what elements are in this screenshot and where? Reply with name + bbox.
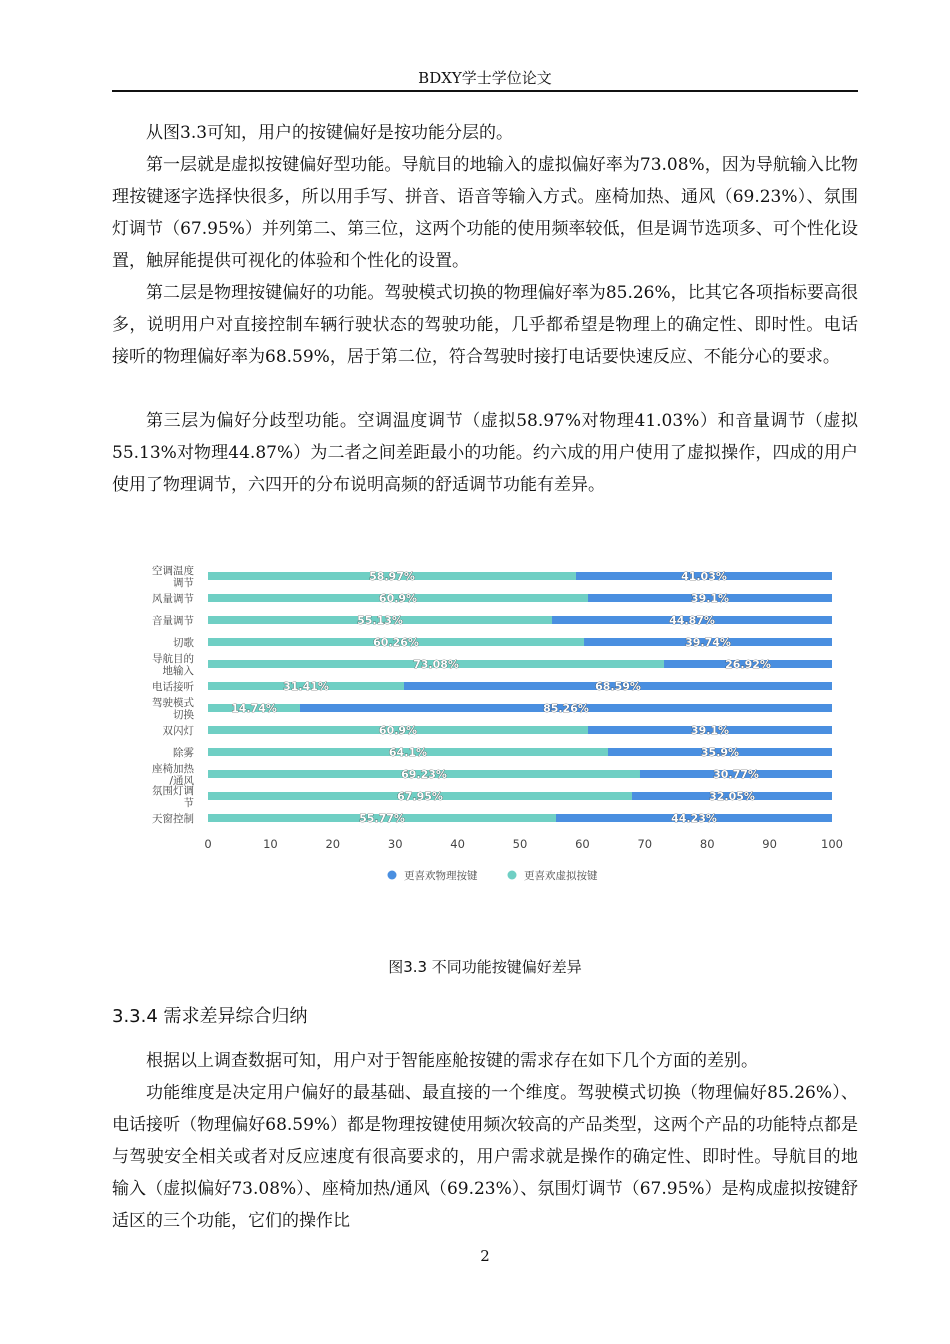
paragraph-4: 第三层为偏好分歧型功能。空调温度调节（虚拟58.97%对物理41.03%）和音量调节（虚拟55.13%对物理44.87%）为二者之间差距最小的功能。约六成的用户使用了虚拟操作，四成的用户使用了物理调节，六四开的分布说明高频的舒适调节功能有差异。	[112, 411, 858, 495]
x-tick-label: 100	[821, 837, 843, 851]
x-tick-label: 20	[325, 837, 341, 851]
category-label: 除雾	[173, 747, 194, 759]
data-label-virtual: 55.77%	[359, 812, 405, 825]
running-header: BDXY学士学位论文	[112, 66, 858, 92]
category-label: 氛围灯调	[152, 785, 194, 797]
data-label-physical: 26.92%	[725, 658, 771, 671]
data-label-physical: 41.03%	[681, 570, 727, 583]
legend-label: 更喜欢物理按键	[404, 870, 478, 882]
category-label: 调节	[173, 577, 194, 589]
data-label-virtual: 60.9%	[378, 592, 418, 605]
category-label: /通风	[169, 775, 194, 787]
x-tick-label: 50	[512, 837, 528, 851]
stacked-bar-chart	[112, 545, 858, 895]
category-label: 天窗控制	[152, 813, 194, 825]
paragraph-1: 从图3.3可知，用户的按键偏好是按功能分层的。	[146, 123, 514, 143]
category-label: 节	[183, 797, 194, 809]
x-tick-label: 80	[699, 837, 715, 851]
data-label-physical: 68.59%	[595, 680, 641, 693]
figure-caption: 图3.3 不同功能按键偏好差异	[388, 958, 582, 976]
category-label: 地输入	[162, 665, 194, 677]
legend-marker	[508, 871, 517, 880]
section-title: 3.3.4 需求差异综合归纳	[112, 1006, 308, 1027]
data-label-physical: 44.87%	[669, 614, 715, 627]
data-label-virtual: 69.23%	[401, 768, 447, 781]
x-tick-label: 60	[575, 837, 590, 851]
legend-marker	[388, 871, 397, 880]
x-tick-label: 90	[762, 837, 777, 851]
data-label-physical: 39.74%	[685, 636, 731, 649]
category-label: 空调温度	[152, 565, 194, 577]
data-label-virtual: 55.13%	[357, 614, 403, 627]
data-label-virtual: 67.95%	[397, 790, 443, 803]
category-label: 切换	[173, 709, 194, 721]
data-label-virtual: 60.26%	[373, 636, 419, 649]
category-label: 座椅加热	[152, 763, 194, 775]
legend-label: 更喜欢虚拟按键	[524, 870, 598, 882]
paragraph-3: 第二层是物理按键偏好的功能。驾驶模式切换的物理偏好率为85.26%，比其它各项指标要高很多，说明用户对直接控制车辆行驶状态的驾驶功能，几乎都希望是物理上的确定性、即时性。电话接听的物理偏好率为68.59%，居于第二位，符合驾驶时接打电话要快速反应、不能分心的要求。	[112, 283, 858, 367]
data-label-virtual: 73.08%	[413, 658, 459, 671]
x-tick-label: 10	[263, 837, 278, 851]
data-label-physical: 44.23%	[671, 812, 717, 825]
data-label-physical: 35.9%	[700, 746, 740, 759]
data-label-physical: 39.1%	[690, 592, 730, 605]
category-label: 电话接听	[152, 681, 194, 693]
data-label-physical: 85.26%	[543, 702, 589, 715]
category-label: 风量调节	[152, 593, 194, 605]
data-label-virtual: 31.41%	[283, 680, 329, 693]
category-label: 导航目的	[152, 653, 194, 665]
x-tick-label: 70	[637, 837, 653, 851]
data-label-physical: 32.05%	[709, 790, 755, 803]
paragraph-6: 功能维度是决定用户偏好的最基础、最直接的一个维度。驾驶模式切换（物理偏好85.26%）、电话接听（物理偏好68.59%）都是物理按键使用频次较高的产品类型，这两个产品的功能特点都是与驾驶安全相关或者对反应速度有很高要求的，用户需求就是操作的确定性、即时性。导航目的地输入（虚拟偏好73.08%）、座椅加热/通风（69.23%）、氛围灯调节（67.95%）是构成虚拟按键舒适区的三个功能，它们的操作比	[112, 1083, 858, 1231]
paragraph-5: 根据以上调查数据可知，用户对于智能座舱按键的需求存在如下几个方面的差别。	[146, 1051, 758, 1071]
data-label-virtual: 60.9%	[378, 724, 418, 737]
category-label: 双闪灯	[162, 725, 194, 737]
page-number: 2	[480, 1247, 490, 1265]
data-label-physical: 39.1%	[690, 724, 730, 737]
x-tick-label: 30	[387, 837, 403, 851]
data-label-virtual: 64.1%	[388, 746, 428, 759]
x-tick-label: 0	[204, 837, 212, 851]
preference-chart	[112, 545, 858, 895]
category-label: 音量调节	[152, 615, 194, 627]
paragraph-2: 第一层就是虚拟按键偏好型功能。导航目的地输入的虚拟偏好率为73.08%，因为导航输入比物理按键逐字选择快很多，所以用手写、拼音、语音等输入方式。座椅加热、通风（69.23%）、氛围灯调节（67.95%）并列第二、第三位，这两个功能的使用频率较低，但是调节选项多、可个性化设置，触屏能提供可视化的体验和个性化的设置。	[112, 155, 858, 271]
data-label-virtual: 58.97%	[369, 570, 415, 583]
category-label: 切歌	[173, 637, 194, 649]
data-label-physical: 30.77%	[713, 768, 759, 781]
category-label: 驾驶模式	[152, 697, 194, 709]
x-tick-label: 40	[450, 837, 465, 851]
data-label-virtual: 14.74%	[231, 702, 277, 715]
